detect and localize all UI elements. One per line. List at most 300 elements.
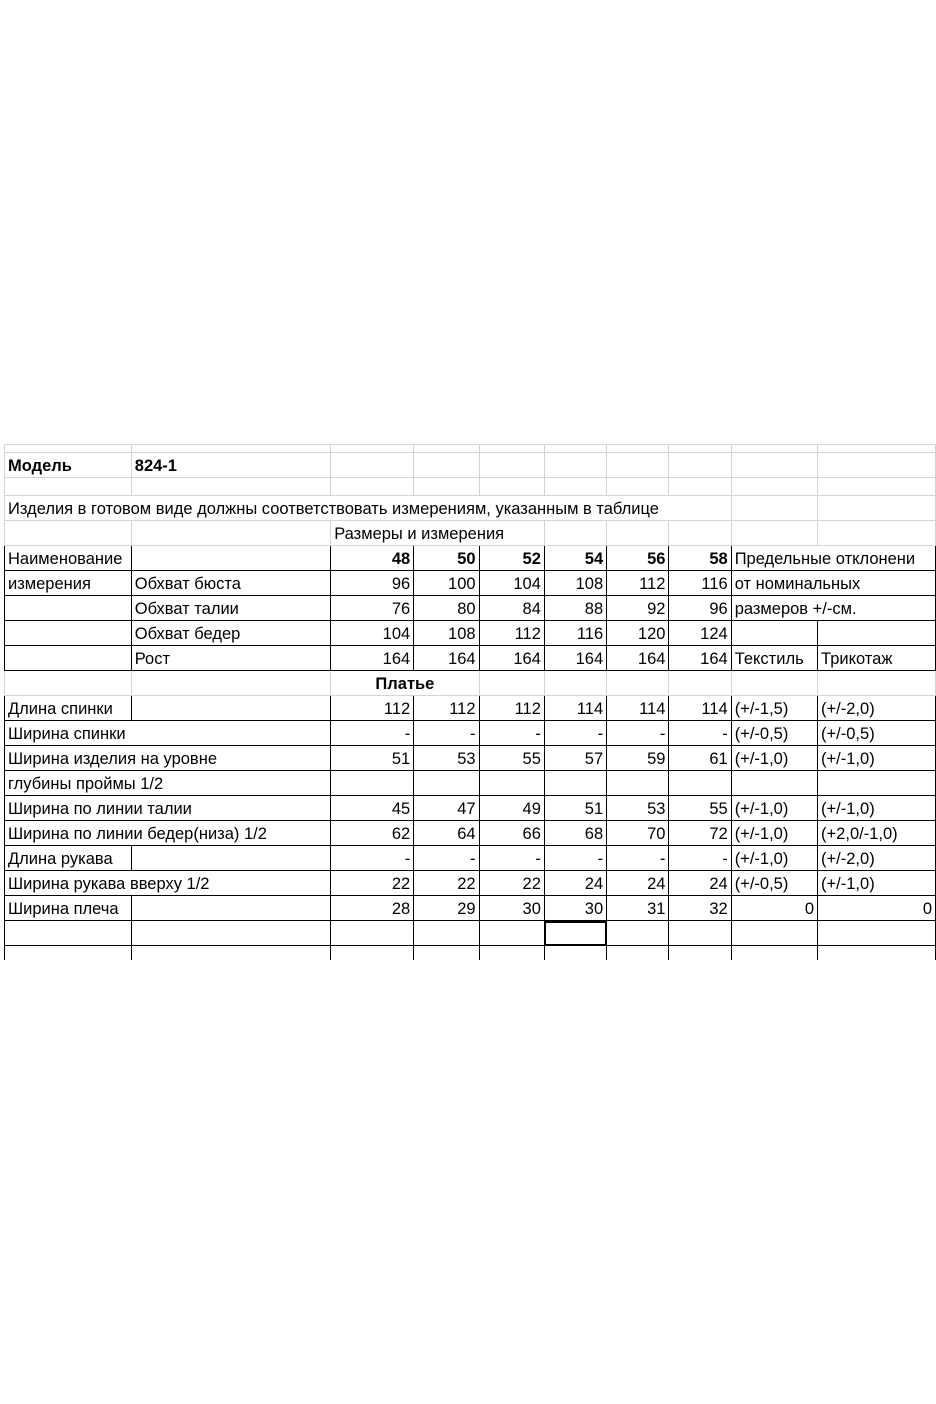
value-cell[interactable] [544,571,606,596]
grid-cell[interactable] [544,946,606,961]
grid-cell[interactable] [479,771,544,796]
measurement-label-cell[interactable] [131,646,330,671]
value: 112 [383,699,411,718]
table-row [5,846,936,871]
value: 84 [522,599,541,618]
value: 164 [700,649,728,668]
value-cell[interactable] [669,621,731,646]
table-row [5,896,936,921]
knit-tolerance: (+/-2,0) [821,699,875,718]
size-header-cell[interactable] [414,546,479,571]
grid-cell[interactable] [731,921,817,946]
value-cell[interactable] [544,696,606,721]
grid-cell[interactable] [731,496,817,521]
knit-tolerance-cell[interactable] [818,846,936,871]
value-cell[interactable] [331,871,414,896]
garment-label-cell[interactable] [5,871,331,896]
grid-cell[interactable] [131,521,330,546]
value: 116 [701,574,728,593]
textile-tolerance: (+/-0,5) [734,724,789,743]
grid-cell[interactable] [669,921,731,946]
active-cell[interactable] [544,921,606,946]
value: 22 [522,874,541,893]
grid-cell[interactable] [131,921,330,946]
textile-tolerance-cell[interactable] [731,871,817,896]
value: - [659,849,666,868]
grid-cell[interactable] [131,671,330,696]
value: 72 [709,824,728,843]
value-cell[interactable] [544,596,606,621]
value: 164 [637,649,666,668]
value: 55 [709,799,728,818]
value-cell[interactable] [669,696,731,721]
garment-label-cell[interactable] [5,846,132,871]
value-cell[interactable] [669,571,731,596]
grid-cell[interactable] [544,445,606,453]
value-cell[interactable] [544,621,606,646]
value: 68 [584,824,604,843]
garment-label: Ширина по линии талии [8,799,192,818]
table-row [5,921,936,946]
grid-cell[interactable] [818,621,936,646]
grid-cell[interactable] [544,521,606,546]
grid-cell[interactable] [5,596,132,621]
size-header: 52 [522,549,541,568]
value-cell[interactable] [479,821,544,846]
value-cell[interactable] [331,646,414,671]
value: - [404,849,411,868]
grid-cell[interactable] [669,445,731,453]
grid-cell[interactable] [731,771,817,796]
value: 112 [449,699,476,718]
value: 53 [457,749,476,768]
value-cell[interactable] [669,796,731,821]
value-cell[interactable] [607,721,669,746]
value: 70 [647,824,666,843]
value: 104 [382,624,411,643]
value-cell[interactable] [331,571,414,596]
value-cell[interactable] [669,721,731,746]
value-cell[interactable] [414,696,479,721]
value: 114 [576,699,604,718]
grid-cell[interactable] [731,478,817,496]
knit-tolerance: (+/-1,0) [821,799,875,818]
textile-tolerance-cell[interactable] [731,821,817,846]
textile-tolerance: (+/-0,5) [734,874,789,893]
value-cell[interactable] [607,596,669,621]
grid-cell[interactable] [131,846,330,871]
value: 59 [647,749,666,768]
value: - [597,849,604,868]
grid-cell[interactable] [731,671,817,696]
table-row [5,646,936,671]
value: 31 [647,899,666,918]
textile-tolerance-cell[interactable] [731,846,817,871]
knit-tolerance-cell[interactable] [818,746,936,771]
name-header-cell[interactable] [5,571,132,596]
value: 124 [700,624,728,643]
value: 24 [584,874,604,893]
grid-cell[interactable] [414,946,479,961]
grid-cell[interactable] [5,921,132,946]
value: 22 [391,874,411,893]
tolerance-header-cell[interactable] [731,596,935,621]
textile-tolerance-cell[interactable] [731,721,817,746]
value-cell[interactable] [607,846,669,871]
size-header: 50 [457,549,476,568]
textile-tolerance: (+/-1,0) [734,849,789,868]
value-cell[interactable] [479,846,544,871]
garment-label-cell[interactable] [5,746,331,771]
size-header-cell[interactable] [607,546,669,571]
value: 108 [448,624,476,643]
value: 55 [522,749,541,768]
table-row [5,546,936,571]
name-header: Наименование [8,549,123,568]
grid-cell[interactable] [479,478,544,496]
knit-tolerance: 0 [922,899,932,918]
garment-label: Ширина рукава вверху 1/2 [8,874,210,893]
knit-tolerance-cell[interactable] [818,696,936,721]
garment-label-cell[interactable] [5,796,331,821]
grid-cell[interactable] [414,771,479,796]
value-cell[interactable] [479,621,544,646]
value-cell[interactable] [607,646,669,671]
grid-cell[interactable] [479,453,544,478]
table-row [5,596,936,621]
grid-cell[interactable] [131,946,330,961]
value-cell[interactable] [669,596,731,621]
value-cell[interactable] [607,621,669,646]
textile-tolerance-cell[interactable] [731,896,817,921]
grid-cell[interactable] [544,478,606,496]
name-header: измерения [8,574,91,593]
value-cell[interactable] [669,896,731,921]
garment-label-cell[interactable] [5,896,132,921]
grid-cell[interactable] [414,921,479,946]
grid-cell[interactable] [731,621,817,646]
knit-tolerance-cell[interactable] [818,721,936,746]
grid-cell[interactable] [331,478,414,496]
value: 47 [457,799,476,818]
value: 88 [584,599,604,618]
value: 164 [382,649,411,668]
measurement-label: Обхват талии [134,599,239,618]
value-cell[interactable] [607,746,669,771]
grid-cell[interactable] [331,946,414,961]
grid-cell[interactable] [731,453,817,478]
value: 96 [709,599,728,618]
grid-cell[interactable] [479,445,544,453]
garment-label: Ширина спинки [8,724,126,743]
grid-cell[interactable] [479,671,544,696]
value-cell[interactable] [479,796,544,821]
size-header-cell[interactable] [479,546,544,571]
grid-cell[interactable] [544,671,606,696]
value-cell[interactable] [607,896,669,921]
grid-cell[interactable] [5,478,132,496]
model-label-cell[interactable] [5,453,132,478]
grid-cell[interactable] [607,946,669,961]
value: 164 [575,649,604,668]
value: 45 [391,799,411,818]
value-cell[interactable] [479,646,544,671]
table-row [5,696,936,721]
value-cell[interactable] [414,846,479,871]
grid-cell[interactable] [818,453,936,478]
grid-cell[interactable] [5,521,132,546]
value-cell[interactable] [544,846,606,871]
knit-tolerance-cell[interactable] [818,871,936,896]
value-cell[interactable] [414,871,479,896]
value: 108 [575,574,604,593]
value: - [404,724,411,743]
table-row [5,478,936,496]
value-cell[interactable] [414,796,479,821]
size-header: 54 [584,549,604,568]
grid-cell[interactable] [607,771,669,796]
value-cell[interactable] [544,821,606,846]
garment-title-cell[interactable] [331,671,479,696]
value-cell[interactable] [479,571,544,596]
textile-tolerance-cell[interactable] [731,746,817,771]
value: 112 [514,699,541,718]
grid-cell[interactable] [731,946,817,961]
value-cell[interactable] [331,846,414,871]
value-cell[interactable] [414,596,479,621]
tolerance-header-cell[interactable] [731,546,935,571]
value-cell[interactable] [331,796,414,821]
knit-header: Трикотаж [821,649,893,668]
textile-header-cell[interactable] [731,646,817,671]
value-cell[interactable] [607,821,669,846]
value: - [659,724,666,743]
value-cell[interactable] [669,871,731,896]
grid-cell[interactable] [5,445,132,453]
value-cell[interactable] [544,746,606,771]
value-cell[interactable] [414,721,479,746]
value-cell[interactable] [331,746,414,771]
grid-cell[interactable] [818,445,936,453]
grid-cell[interactable] [607,671,669,696]
note-cell[interactable] [5,496,732,521]
value-cell[interactable] [414,896,479,921]
value-cell[interactable] [414,746,479,771]
value: - [535,849,541,868]
grid-cell[interactable] [818,671,936,696]
grid-cell[interactable] [479,921,544,946]
grid-cell[interactable] [669,521,731,546]
measurement-label: Обхват бедер [134,624,241,643]
size-header: 56 [647,549,666,568]
value-cell[interactable] [331,721,414,746]
value: 30 [522,899,541,918]
garment-label-cell[interactable] [5,821,331,846]
value-cell[interactable] [669,746,731,771]
garment-label-cell[interactable] [5,696,132,721]
table-row [5,496,936,521]
value: 62 [391,824,411,843]
grid-cell[interactable] [669,946,731,961]
table-row [5,571,936,596]
grid-cell[interactable] [731,445,817,453]
grid-cell[interactable] [5,671,132,696]
grid-cell[interactable] [544,771,606,796]
table-row [5,946,936,961]
grid-cell[interactable] [607,445,669,453]
section-title-cell[interactable] [331,521,545,546]
value-cell[interactable] [331,621,414,646]
grid-cell[interactable] [331,453,414,478]
value-cell[interactable] [544,721,606,746]
table-row [5,821,936,846]
grid-cell[interactable] [669,671,731,696]
value-cell[interactable] [414,646,479,671]
grid-cell[interactable] [131,546,330,571]
value-cell[interactable] [607,871,669,896]
table-row [5,721,936,746]
value-cell[interactable] [331,821,414,846]
grid-cell[interactable] [818,521,936,546]
knit-tolerance: (+/-1,0) [821,874,875,893]
value: 164 [513,649,541,668]
value-cell[interactable] [479,696,544,721]
value: 116 [576,624,604,643]
table-row [5,521,936,546]
knit-tolerance-cell[interactable] [818,896,936,921]
table-row [5,771,936,796]
value-cell[interactable] [544,796,606,821]
value-cell[interactable] [331,596,414,621]
table-row [5,871,936,896]
textile-tolerance: (+/-1,0) [734,749,789,768]
grid-cell[interactable] [669,478,731,496]
knit-tolerance-cell[interactable] [818,796,936,821]
value-cell[interactable] [414,821,479,846]
size-header-cell[interactable] [544,546,606,571]
value-cell[interactable] [331,896,414,921]
knit-tolerance-cell[interactable] [818,821,936,846]
measurement-label-cell[interactable] [131,621,330,646]
grid-cell[interactable] [818,921,936,946]
tolerance-header-cell[interactable] [731,571,935,596]
value: 100 [448,574,476,593]
grid-cell[interactable] [544,453,606,478]
value-cell[interactable] [414,571,479,596]
size-header-cell[interactable] [331,546,414,571]
knit-header-cell[interactable] [818,646,936,671]
grid-cell[interactable] [607,478,669,496]
grid-cell[interactable] [131,696,330,721]
value-cell[interactable] [607,571,669,596]
garment-label-cell[interactable] [5,721,331,746]
value-cell[interactable] [544,871,606,896]
textile-tolerance-cell[interactable] [731,696,817,721]
grid-cell[interactable] [414,453,479,478]
value: 104 [513,574,541,593]
value-cell[interactable] [414,621,479,646]
grid-cell[interactable] [5,946,132,961]
value: - [470,849,476,868]
textile-header: Текстиль [734,649,804,668]
value: - [722,849,728,868]
grid-cell[interactable] [818,496,936,521]
value-cell[interactable] [607,696,669,721]
grid-cell[interactable] [5,646,132,671]
value-cell[interactable] [479,746,544,771]
grid-cell[interactable] [5,621,132,646]
grid-cell[interactable] [414,478,479,496]
value: 61 [709,749,728,768]
value: 112 [639,574,666,593]
model-value: 824-1 [134,456,177,475]
value-cell[interactable] [479,871,544,896]
grid-cell[interactable] [414,445,479,453]
tolerance-header: Предельные отклонени [734,549,916,568]
value-cell[interactable] [669,846,731,871]
textile-tolerance: (+/-1,0) [734,799,789,818]
value-cell[interactable] [479,896,544,921]
grid-cell[interactable] [731,521,817,546]
grid-cell[interactable] [818,478,936,496]
grid-cell[interactable] [131,896,330,921]
value-cell[interactable] [479,596,544,621]
grid-cell[interactable] [818,946,936,961]
grid-cell[interactable] [818,771,936,796]
value: 51 [391,749,411,768]
knit-tolerance: (+2,0/-1,0) [821,824,898,843]
value: 66 [522,824,541,843]
textile-tolerance: 0 [804,899,815,918]
grid-cell[interactable] [331,921,414,946]
measurement-label-cell[interactable] [131,596,330,621]
measurement-label-cell[interactable] [131,571,330,596]
tolerance-header: размеров +/-см. [734,599,857,618]
knit-tolerance: (+/-1,0) [821,749,875,768]
name-header-cell[interactable] [5,546,132,571]
model-value-cell[interactable] [131,453,330,478]
value: - [597,724,604,743]
grid-cell[interactable] [331,445,414,453]
value: 64 [457,824,476,843]
grid-cell[interactable] [131,478,330,496]
grid-cell[interactable] [669,771,731,796]
textile-tolerance: (+/-1,5) [734,699,789,718]
value-cell[interactable] [544,896,606,921]
grid-cell[interactable] [607,521,669,546]
grid-cell[interactable] [669,453,731,478]
value-cell[interactable] [544,646,606,671]
size-header-cell[interactable] [669,546,731,571]
table-row [5,746,936,771]
garment-label-cell[interactable] [5,771,331,796]
value: 164 [448,649,476,668]
textile-tolerance-cell[interactable] [731,796,817,821]
value-cell[interactable] [669,646,731,671]
value-cell[interactable] [331,696,414,721]
value: 29 [457,899,476,918]
value: 51 [584,799,604,818]
value: 80 [457,599,476,618]
grid-cell[interactable] [607,453,669,478]
grid-cell[interactable] [131,445,330,453]
grid-cell[interactable] [607,921,669,946]
value-cell[interactable] [669,821,731,846]
grid-cell[interactable] [479,946,544,961]
value-cell[interactable] [479,721,544,746]
grid-cell[interactable] [331,771,414,796]
value-cell[interactable] [607,796,669,821]
